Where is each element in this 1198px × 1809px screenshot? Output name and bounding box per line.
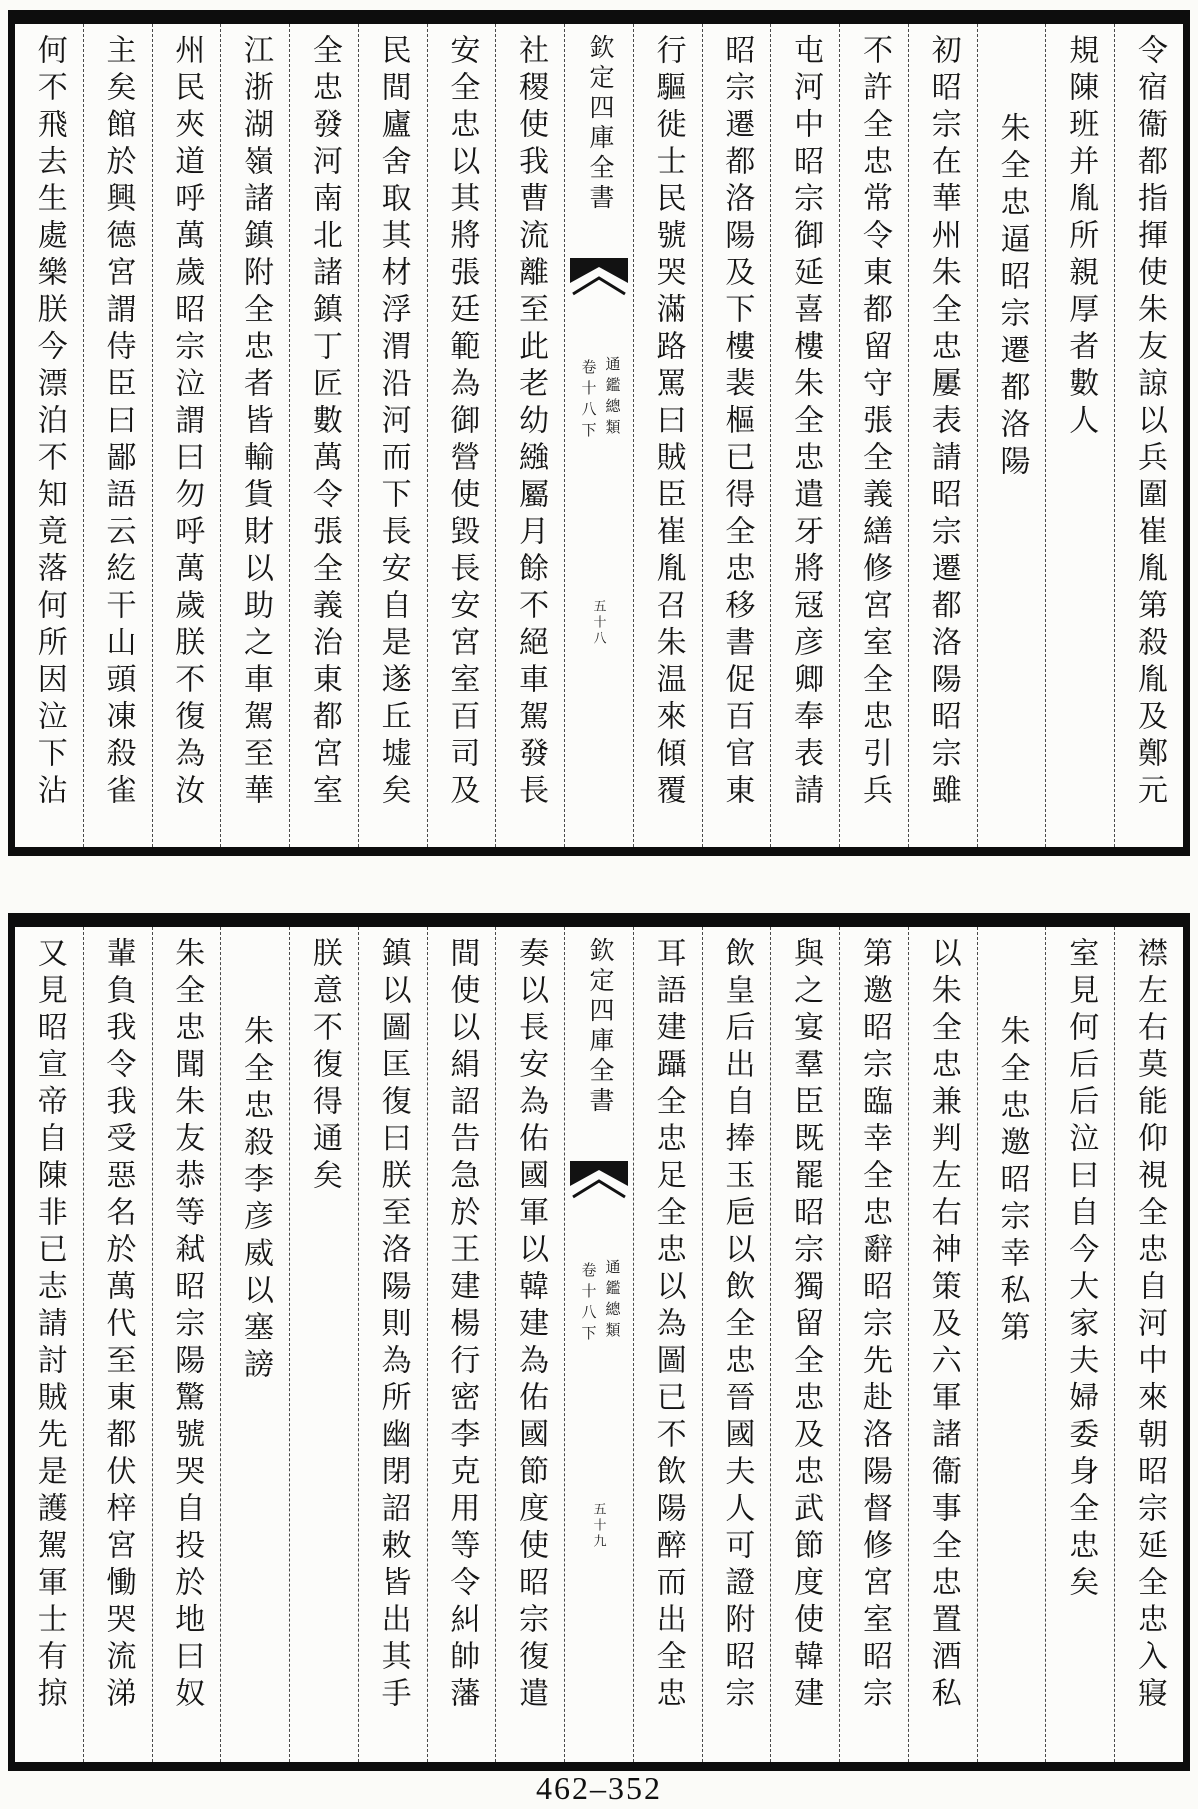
text-column: 第邀昭宗臨幸全忠辭昭宗先赴洛陽督修宮室昭宗 xyxy=(840,927,909,1762)
text-column: 以朱全忠兼判左右神策及六軍諸衞事全忠置酒私 xyxy=(909,927,978,1762)
collection-title: 欽定四庫全書 xyxy=(585,937,613,1117)
book-volume-labels xyxy=(578,1259,619,1346)
text-column: 全忠發河南北諸鎮丁匠數萬令張全義治東都宮室 xyxy=(290,24,359,847)
scanned-page-frame xyxy=(8,10,1190,856)
text-column: 飲皇后出自捧玉巵以飲全忠晉國夫人可證附昭宗 xyxy=(703,927,772,1762)
text-column: 與之宴羣臣既罷昭宗獨留全忠及忠武節度使韓建 xyxy=(771,927,840,1762)
text-column: 鎮以圖匡復曰朕至洛陽則為所幽閉詔敕皆出其手 xyxy=(359,927,428,1762)
book-title: 通鑑總類 xyxy=(603,1259,620,1343)
text-column: 江浙湖嶺諸鎮附全忠者皆輸貨財以助之車駕至華 xyxy=(221,24,290,847)
book-volume-labels xyxy=(578,356,619,443)
text-column: 昭宗遷都洛陽及下樓裴樞已得全忠移書促百官東 xyxy=(703,24,772,847)
text-column: 朱全忠聞朱友恭等弒昭宗陽驚號哭自投於地曰奴 xyxy=(153,927,222,1762)
scanned-page-frame xyxy=(8,913,1190,1771)
text-column: 何不飛去生處樂朕今漂泊不知竟落何所因泣下沾 xyxy=(15,24,84,847)
folio-number: 五十九 xyxy=(591,1502,607,1550)
text-column: 間使以絹詔告急於王建楊行密李克用等令糾帥藩 xyxy=(428,927,497,1762)
collection-title: 欽定四庫全書 xyxy=(585,34,613,214)
book-title: 通鑑總類 xyxy=(603,356,620,440)
text-column: 州民夾道呼萬歲昭宗泣謂曰勿呼萬歲朕不復為汝 xyxy=(153,24,222,847)
text-column: 奏以長安為佑國軍以韓建為佑國節度使昭宗復遣 xyxy=(496,927,565,1762)
folio-number: 五十八 xyxy=(591,599,607,647)
text-column: 室見何后后泣曰自今大家夫婦委身全忠矣 xyxy=(1046,927,1115,1762)
text-column: 民間廬舍取其材浮渭沿河而下長安自是遂丘墟矣 xyxy=(359,24,428,847)
text-column: 不許全忠常令東都留守張全義繕修宮室全忠引兵 xyxy=(840,24,909,847)
text-column: 安全忠以其將張廷範為御營使毀長安宮室百司及 xyxy=(428,24,497,847)
section-heading-column: 朱全忠邀昭宗幸私第 xyxy=(978,927,1047,1762)
text-column: 耳語建躡全忠足全忠以為圖已不飲陽醉而出全忠 xyxy=(634,927,703,1762)
text-column: 初昭宗在華州朱全忠屢表請昭宗遷都洛陽昭宗雖 xyxy=(909,24,978,847)
text-column: 襟左右莫能仰視全忠自河中來朝昭宗延全忠入寢 xyxy=(1133,937,1166,1714)
text-column: 輩負我令我受惡名於萬代至東都伏梓宮慟哭流涕 xyxy=(84,927,153,1762)
text-column: 社稷使我曹流離至此老幼繈屬月餘不絕車駕發長 xyxy=(496,24,565,847)
text-column: 令宿衞都指揮使朱友諒以兵圍崔胤第殺胤及鄭元 xyxy=(1133,34,1166,811)
volume-label: 卷十八下 xyxy=(579,359,596,443)
text-column: 屯河中昭宗御延喜樓朱全忠遣牙將冦彦卿奉表請 xyxy=(771,24,840,847)
text-column: 行驅徙士民號哭滿路罵曰賊臣崔胤召朱温來傾覆 xyxy=(634,24,703,847)
center-title-column xyxy=(565,24,634,847)
page-number: 462–352 xyxy=(536,1770,662,1806)
text-column: 主矣館於興德宮謂侍臣曰鄙語云紇干山頭凍殺雀 xyxy=(84,24,153,847)
text-column: 朕意不復得通矣 xyxy=(290,927,359,1762)
text-column: 又見昭宣帝自陳非已志請討賊先是護駕軍士有掠 xyxy=(15,927,84,1762)
section-heading-column: 朱全忠逼昭宗遷都洛陽 xyxy=(978,24,1047,847)
fishtail-icon xyxy=(570,258,628,300)
center-title-column xyxy=(565,927,634,1762)
fishtail-icon xyxy=(570,1161,628,1203)
volume-label: 卷十八下 xyxy=(579,1262,596,1346)
section-heading-column: 朱全忠殺李彦威以塞謗 xyxy=(221,927,290,1762)
text-column: 規陳班并胤所親厚者數人 xyxy=(1046,24,1115,847)
